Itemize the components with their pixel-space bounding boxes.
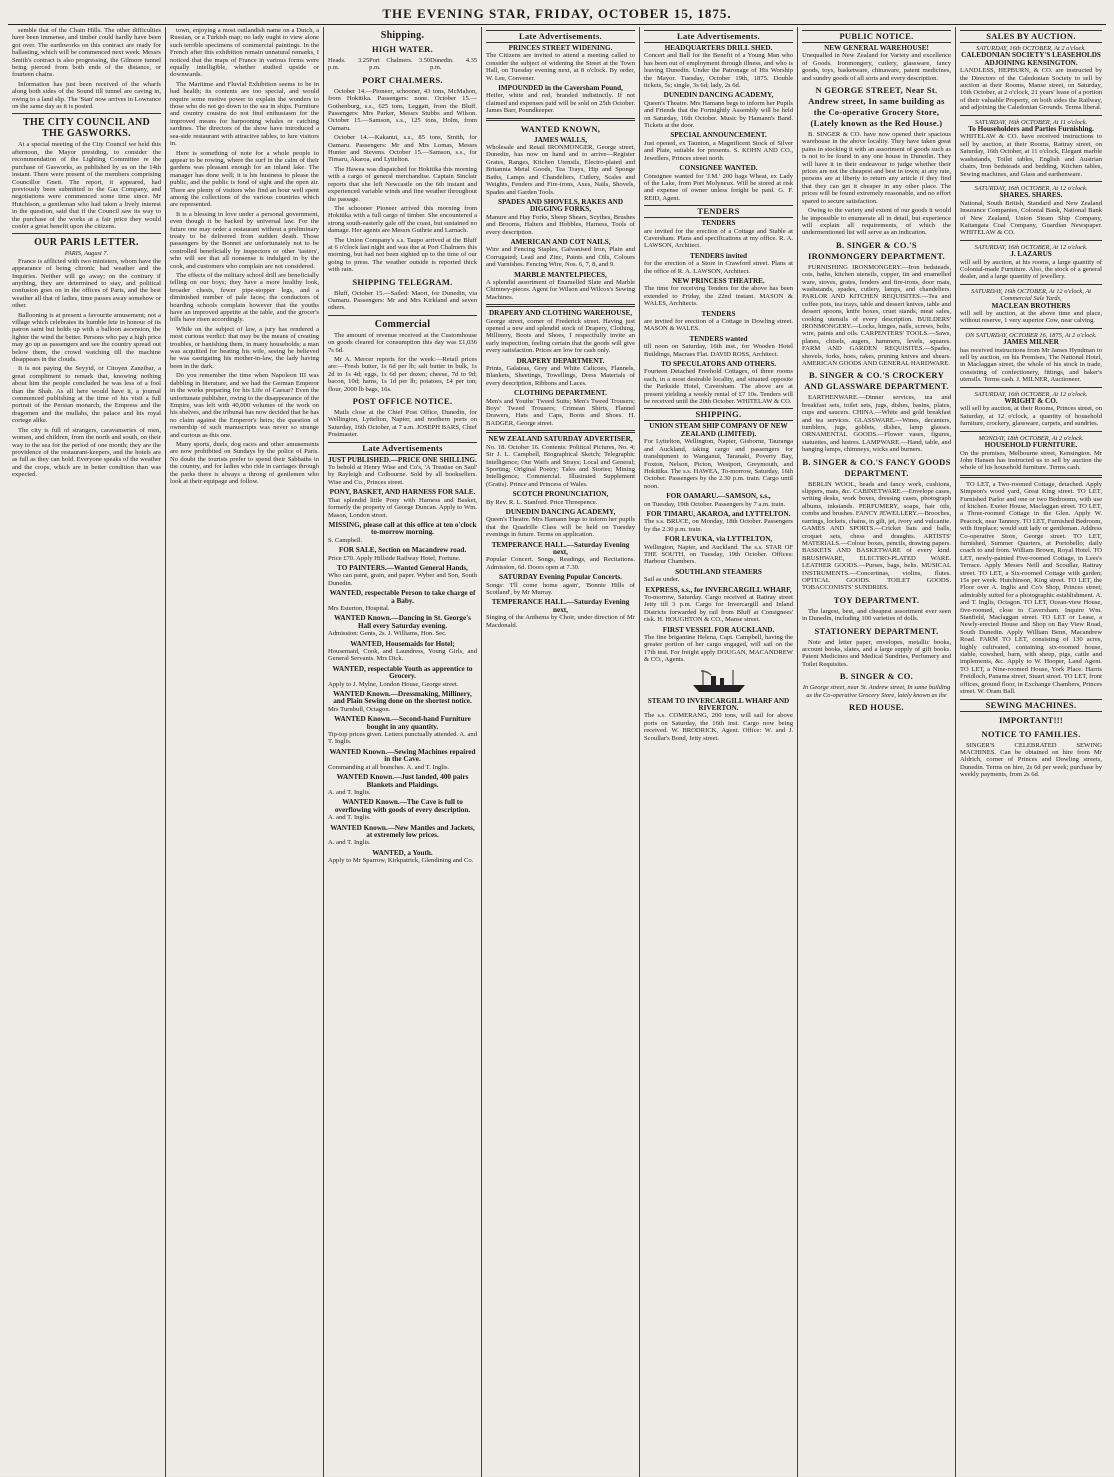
post-office-heading: POST OFFICE NOTICE. [352, 396, 453, 407]
article-paragraph: It is not paying the Seyyid, or Citoyen Zanzibar, a great compliment to remark that, knowing nothing about him the people concluded he was less of a fool than the Shah. As all here would have it, a journal commenced publishing at the time of his visit a full portrait of the Persian monarch, the Empress and the dragomen and the mullahs, the palace and his royal cortege alike. [12, 365, 161, 425]
article-heading: THE CITY COUNCIL AND THE GASWORKS. [22, 117, 151, 140]
classified-ad: NEW ZEALAND SATURDAY ADVERTISER, No. 18. October 16. Contents: Political Pictures, No. 4; Sir J. L. Campbell, Biographical Sketch; Telegraphic Intelligence; Our Waifs and Strays; Local and General; Sporting; Original Poetry; Tales and Stories; Mining Intelligence; Commercial. Illustrated Supplement (Gratis). Prince and Princess of Wales. [486, 435, 635, 488]
classified-ad: WANTED, respectable Person to take charge of a Baby. Mrs Esterton, Hospital. [328, 589, 476, 612]
classified-ad: CLOTHING DEPARTMENT. Men's and Youths' Tweed Suits; Men's Tweed Trousers; Boys' Tweed Trousers; Crimean Shirts, Flannel Drawers, Hats and Caps, Boots and Shoes. H. BADGER, George street. [486, 389, 635, 427]
classified-ad: AMERICAN AND COT NAILS, Wire and Fencing Staples, Galvanised Iron, Plain and Corrugated; Lead and Zinc, Paints and Oils, Colours and Varnishes. Fencing Wire, Nos. 6, 7, 8, and 9. [486, 237, 635, 269]
classified-ad: MISSING, please call at this office at ten o'clock to-morrow morning. S. Campbell. [328, 520, 477, 544]
sewing-important: IMPORTANT!!! [998, 714, 1064, 725]
steamship-icon [644, 667, 793, 695]
tide-table [328, 57, 477, 72]
auction-heading: SALES BY AUCTION. [960, 30, 1102, 43]
auction-date: SATURDAY, 16th OCTOBER, At 12 o'clock. [974, 243, 1088, 251]
department-list: FURNISHING IRONMONGERY.—Iron bedsteads, cots, baths, kitchen utensils, copper, tin and enamelled ware, stoves, grates, fenders and fire-irons, door mats, washstands, spades, cutlery, lamps, and chandeliers. PARLOR AND KITCHEN REQUISITES.—Tea and coffee pots, tea trays, table and dessert knives, table and dessert spoons, knife boxes, cruet stands, meat safes, cooking utensils of every description. BUILDERS' IRONMONGERY.—Locks, hinges, nails, screws, bolts, wire, paints and oils. CARPENTERS' TOOLS.—Saws, planes, chisels, augers, hammers, levels, squares. FARM AND GARDEN REQUISITES.—Spades, shovels, forks, hoes, rakes, pruning knives and shears. AMERICAN GOODS AND GENERAL HARDWARE. [802, 263, 951, 367]
classified-ad: PRINCES STREET WIDENING. The Citizens are invited to attend a meeting called to consider the subject of widening the Street at the Town Hall, on Tuesday evening next, at 8 o'clock. By order, W. Lee, Convener. [486, 44, 635, 82]
auction-date: SATURDAY, 16th OCTOBER, At 12 o'clock, At Commercial Sale Yards, [970, 287, 1091, 303]
divider [12, 233, 161, 234]
article-paragraph: Information has just been received of the wharfs along both sides of the Sound till tunnel are caving in, owing to a land slip. The 'Stan' now arrives in Lowrance on the same day as it is posted. [12, 80, 161, 111]
classified-ad: DUNEDIN DANCING ACADEMY, Queen's Theatre. Mrs Hamann begs to inform her Pupils and Friends that the Fortnightly Assembly will be held on Saturday, 16th October. Music by Hamann's Band. Tickets at the door. [644, 91, 793, 130]
classified-ad: WANTED Known.—Just landed, 400 pairs Blankets and Plaidings. A. and T. Inglis. [328, 773, 469, 796]
classified-ad: WANTED Known.—Second-hand Furniture bought in any quantity. Tip-top prices given. Letters punctually attended. A. and T. Inglis. [328, 715, 477, 746]
classified-ad: UNION STEAM SHIP COMPANY OF NEW ZEALAND (LIMITED). For Lyttelton, Wellington, Napier, Gisborne, Tauranga and Auckland, taking cargo and passengers for transhipment to Wanganui, Taranaki, Poverty Bay, Foxton, Nelson, Picton, Westport, Greymouth, and Hokitika. The s.s. HAWEA, To-morrow, Saturday, 16th October. Passengers by the 2.30 p.m. train. Cargo until noon. [644, 422, 793, 490]
article-paragraph: The Hawea was dispatched for Hokitika this morning with a cargo of general merchandise. Captain Sinclair reports that she left Newcastle on the 6th instant and experienced variable winds and fine weather throughout the passage. [328, 165, 477, 203]
telegram: Bluff, October 15.—Sailed: Maori, for Dunedin, via Oamaru. Passengers: Mr and Mrs Kirkland and seven others. [328, 289, 477, 312]
public-notice-heading: PUBLIC NOTICE. [802, 30, 951, 43]
column-4 [482, 27, 640, 1477]
auction-date: ON SATURDAY, OCTOBER 16, 1875, At 2 o'clock. [965, 331, 1097, 339]
port-heading: PORT CHALMERS. [362, 74, 443, 85]
tenders-heading: TENDERS [644, 205, 793, 218]
column-7 [956, 27, 1106, 1477]
tide-dunedin: Dunedin. 4.35 p.m. [430, 57, 478, 72]
divider [960, 475, 1102, 478]
dateline: PARIS, August 7. [64, 250, 109, 258]
classified-ad: IMPOUNDED in the Caversham Pound, Heifer, white and red, branded indistinctly. If not claimed and expenses paid will be sold on 25th October. James Barr, Poundkeeper. [486, 84, 635, 115]
auction-date: SATURDAY, 16th OCTOBER, At 2 o'clock. [976, 45, 1086, 52]
tide-heading: HIGH WATER. [371, 44, 434, 54]
divider [486, 430, 635, 433]
divider [960, 328, 1102, 329]
section-heading-commercial: Commercial [374, 318, 431, 330]
auction-ad: To Householders and Parties Furnishing. WHITELAW & CO. have received instructions to sell by auction, at their Rooms, Rattray street, on Saturday, 16th October, at 11 o'clock, Elegant marble washstands, Toilet tables, English and Austrian chairs, Iron bedsteads and bedding, Kitchen tables, Sewing machines, and Glass and earthenware. [960, 125, 1102, 178]
department-heading: B. SINGER & CO.'S FANCY GOODS DEPARTMENT. [802, 456, 951, 478]
shipping-heading: SHIPPING. [644, 408, 793, 421]
article-paragraph: The effects of the military school drill are beneficially telling on our boys; they have a more healthy look, broader chests, fewer pipe-stopper legs, and a diminished number of pale faces; the conductors of boarding schools complain however that the youths have an improved appetite at the table, and the grocer's bills have risen accordingly. [170, 272, 319, 324]
classified-ad: MARBLE MANTELPIECES, A splendid assortment of Enamelled Slate and Marble Chimney-pieces. Agent for Wilson and Wilcox's Sewing Machines. [486, 270, 635, 301]
auction-ad: CALEDONIAN SOCIETY'S LEASEHOLDS ADJOINING KENSINGTON. LANDLESS, HEPBURN, & CO. are instructed by the Directors of the Caledonian Society to sell by auction at their Rooms, Manse street, on Saturday, 16th October, at 2 o'clock, 21 years' lease of a portion of their valuable Property, on both sides the Railway, and adjoining the Caledonian Grounds. Terms liberal. [960, 51, 1102, 112]
classified-ad: TEMPERANCE HALL.—Saturday Evening next, Singing of the Anthems by Choir, under direction of Mr Macdonald. [486, 598, 635, 629]
department-list: BERLIN WOOL, beads and fancy work, cushions, slippers, mats, &c. CABINETWARE.—Envelope cases, writing desks, work boxes, dressing cases, photograph albums, inkstands. PERFUMERY, soaps, hair oils, combs and brushes. FANCY JEWELLERY.—Brooches, earrings, lockets, chains, in gilt, jet, ivory and vulcanite. GAMES AND SPORTS.—Cricket bats and balls, croquet sets, chess and draughts. ARTISTS' MATERIALS.—Colour boxes, pencils, drawing papers. BASKETS AND BASKETWARE of every kind. BRUSHWARE, ELECTRO-PLATED WARE. LEATHER GOODS.—Purses, bags, belts. MUSICAL INSTRUMENTS.—Concertinas, violins, flutes. OPTICAL GOODS. TOILET GOODS. TOBACCONISTS' SUNDRIES. [802, 480, 951, 592]
divider [960, 431, 1102, 432]
auction-ad: WRIGHT & CO. will sell by auction, at their Rooms, Princes street, on Saturday, at 12 o'clock, a quantity of household furniture, crockery, glassware, carpets, and sundries. [960, 397, 1102, 428]
wanted-known-heading: WANTED KNOWN, [520, 123, 601, 134]
telegram-heading: SHIPPING TELEGRAM. [352, 276, 453, 287]
divider [12, 113, 161, 114]
late-ads-heading: Late Advertisements [328, 442, 477, 455]
article-heading: OUR PARIS LETTER. [34, 237, 139, 249]
classified-ad: DUNEDIN DANCING ACADEMY, Queen's Theatre. Mrs Hamann begs to inform her pupils that the Quadrille Class will be held on Tuesday evenings in future. Terms on application. [486, 507, 635, 539]
warehouse-ad: NEW GENERAL WAREHOUSE! Unequalled in New Zealand for Variety and excellence of Goods. Ironmongery, cutlery, glassware, fancy goods, toys, basketware, chinaware, patent medicines, and sundry goods of all sorts and every description. [802, 44, 951, 82]
classified-ad: STEAM TO INVERCARGILL WHARF AND RIVERTON. The s.s. COMERANG, 200 tons, will sail for above ports on Saturday, the 16th inst. Cargo now being received. W. BRODRICK, Agent. Office: W. and J. Scoullar's Bond, Jetty street. [644, 696, 793, 742]
arrivals: October 14.—Pioneer, schooner, 43 tons, McMahon, from Hokitika. Passengers: none. October 15.—Gothenburg, s.s., 625 tons, Leggatt, from the Bluff. Passengers: Mrs Parker, Messrs Stubbs and Wilson. October 15.—Samson, s.s., 125 tons, Holm, from Oamaru. [328, 87, 477, 132]
classified-ad: FIRST VESSEL FOR AUCKLAND. The fine brigantine Helena, Capt. Campbell, having the greater portion of her cargo engaged, will sail on the 17th inst. For freight apply DOUGAN, MACANDREW & CO., Agents. [644, 625, 793, 664]
classified-ad: SPADES AND SHOVELS, RAKES AND DIGGING FORKS, Manure and Hay Forks, Sheep Shears, Scythes, Brushes and Brooms, Halters and Hobbles, Harness, Tools of every description. [486, 197, 635, 236]
classified-ad: WANTED, Housemaids for Hotel; Housemaid, Cook, and Laundress, Young Girls, and General Servants. Mrs Dick. [328, 639, 477, 663]
article-paragraph: At a special meeting of the City Council we held this afternoon, the Mayor presiding, to consider the recommendation of the Lighting Committee re the purchase of Gasworks, as published by us on the 14th instant. There were present of the members comprising Councillor Gnett. The report, it appeared, had previously been submitted to the Gas Company, and negotiations were commenced some time since. Mr Hutchison, a gentleman who had taken a lively interest in the question, said that if the Council saw its way to the purchase of the works at a fair price they would confer a great benefit upon the citizens. [12, 141, 161, 230]
column-2 [166, 27, 324, 1477]
classified-ad: SATURDAY Evening Popular Concerts. Songs: 'I'll come home again', 'Bonnie Hills of Scotland', by Mr Murray. [486, 573, 635, 596]
auction-date: SATURDAY, 16th OCTOBER, At 12 o'clock. [974, 184, 1088, 192]
classified-ad: TENDERS are invited for erection of a Cottage in Dowling street. MASON & WALES. [644, 309, 793, 333]
article-paragraph: France is afflicted with two ministers, whom have the appearance of being chronic had weather and the Inquiries. Neither will go away; on the contrary if anything, they are determined to stay, and political confusion goes on in the offices of Paris, and the best weather all that of ladies, time passes away somehow or other. [12, 257, 161, 310]
divider [486, 118, 635, 121]
classified-ad: SPECIAL ANNOUNCEMENT. Just opened, ex Taunton, a Magnificent Stock of Silver and Plate, suitable for presents. S. KOHN AND CO., Jewellers, Princes street north. [644, 131, 793, 162]
auction-date: SATURDAY, 16th OCTOBER, At 11 o'clock. [974, 118, 1088, 126]
divider [960, 240, 1102, 241]
department-list: The largest, best, and cheapest assortment ever seen in Dunedin, including 100 varieties of dolls. [802, 607, 951, 623]
classified-ad: WANTED Known.—The Cave is full to overflowing with goods of every description. A. and T. Inglis. [328, 798, 471, 822]
sewing-machines-heading: SEWING MACHINES. [960, 699, 1102, 712]
to-let-listings: TO LET, a Two-roomed Cottage, detached. Apply Simpson's wood yard, Great King street. TO LET, Furnished Parlor and one or two Bedrooms, with use of kitchen. Exeter House, Maclaggan street. TO LET, a Three-roomed Cottage in the Glen. Apply W. Peacock, near Tannery. TO LET, Furnished Bedroom, with fireplace; would suit lady or gentleman. Address Co-operative Store, George street. TO LET, furnished, Summer Quarters, at Portobello; daily coach to and from. William Brown, Royal Hotel. TO LET, newly-painted Five-roomed Cottage, in Lees's Terrace. Apply Messrs Neill and Scoullar, Rattray street. TO LET, a Six-roomed Cottage with garden; 15s per week. Hutchinson, King street. TO LET, the Floor over A. Inglis and Co's Shop, Princes street; admirably suited for a photographic establishment. A. and T. Inglis, Octagon. TO LET, Ocean-view House, five-roomed, close to Caversham. Inquire Wm. Stanfield, Maclaggan street. TO LET or Lease, a Newly-erected House and Shop on Bay View Road, South Dunedin. Apply William Benn, Macandrew Road. FARM TO LET, consisting of 130 acres, highly cultivated, containing six-roomed house, stable, cowshed, barn, with sheep, pigs, cattle and implements, &c. Apply to W. Hooper, Land Agent. TO LET, a Nine-roomed House, York Place. Harris Freidloch, Panama street, Stuart street. TO LET, front offices, ground floor, in Exchange Chambers, Princes street. W. Oram Ball. [960, 480, 1102, 696]
classified-ad: FOR SALE, Section on Macandrew road. Price £70. Apply Hillside Railway Hotel, Fortune. [328, 546, 467, 562]
article-paragraph: Here is something of note for a whole people to appear to be rowing, where the surf in the calm of their gardens was pleasant enough for an inland lake. The manager has done well; it is his business to please the public, and the public is fond of sight and the open air. There are plenty of visitors who find an hour well spent among the collections of the various countries which are represented. [170, 149, 319, 209]
classified-ad: FOR LEVUKA, via LYTTELTON, Wellington, Napier, and Auckland. The s.s. STAR OF THE SOUTH, on Tuesday, 19th October. Offices: Harbour Chambers. [644, 535, 793, 566]
signature-red-house: RED HOUSE. [849, 702, 904, 712]
classified-ad: TEMPERANCE HALL.—Saturday Evening next, Popular Concert. Songs, Readings, and Recitations. Admission, 6d. Doors open at 7.30. [486, 540, 635, 571]
sewing-machines-ad: SINGER'S CELEBRATED SEWING MACHINES. Can be obtained on hire from Mr Aldrich, corner of Princes and Dowling streets, Dunedin. Terms on hire, 2s 6d per week; purchase by weekly payments, from 2s 6d. [960, 741, 1102, 779]
article-paragraph: B. SINGER & CO. have now opened their spacious warehouse in the above locality. They have taken great pains in stocking it with an assortment of goods such as is not to be found in any one house in Dunedin. They will have it in their endeavour to judge whether their prices are not the cheapest and best in town; at any rate, persons are at liberty to return any article if they find that they can get it cheaper in any other place. The prices will be found extremely reasonable, and no effort spared to secure satisfaction. [802, 131, 951, 205]
classified-ad: NEW PRINCESS THEATRE. The time for receiving Tenders for the above has been extended to Friday, the 22nd instant. MASON & WALES, Architects. [644, 276, 793, 308]
auction-ad: J. LAZARUS will sell by auction, at his rooms, a large quantity of Colonial-made Furniture. Also, the stock of a general dealer, and a large quantity of jewellery. [960, 250, 1102, 281]
classified-ad: DRAPERY AND CLOTHING WAREHOUSE, George street, corner of Frederick street. Having just opened a new and splendid stock of Drapery, Clothing, Millinery, Boots and Shoes, I respectfully invite an early inspection, feeling certain that the goods will give every satisfaction. Prices are low for cash only. [486, 309, 635, 355]
article-paragraph: The Union Company's s.s. Taupo arrived at the Bluff at 6 o'clock last night and was due at Port Chalmers this morning, but had not been sighted up to the time of our going to press. The weather outside is reported thick with rain. [328, 236, 477, 274]
classified-ad: SCOTCH PRONUNCIATION, By Rev. R. L. Stanford. Price Threepence. [486, 490, 609, 506]
column-6 [798, 27, 956, 1477]
late-ads-heading: Late Advertisements. [486, 30, 635, 43]
column-1 [8, 27, 166, 1477]
tide-heads: Heads. 3.25 p.m. [328, 57, 370, 72]
article-paragraph: The schooner Pioneer arrived this morning from Hokitika with a full cargo of timber. She encountered a strong south-easterly gale off the coast, but sustained no damage. Her agents are Messrs Guthrie and Larnach. [328, 204, 477, 235]
classified-ad: WANTED, a Youth. Apply to Mr Sparrow, Kirkpatrick, Glendining and Co. [328, 848, 474, 865]
article-paragraph: Owing to the variety and extent of our goods it would be impossible to enumerate all in detail, but experience will explain all requirements, of which the undermentioned list will serve as an indication. [802, 207, 951, 237]
article-paragraph: Mr A. Mercer reports for the week:—Retail prices are:—Fresh butter, 1s 6d per lb; salt butter in bulk, 1s 2d to 1s 4d; eggs, 1s 6d per dozen; cheese, 7d to 9d; bacon, 10d; hams, 1s 1d per lb; potatoes, £4 per ton; flour, 2000 lb bags, 16s. [328, 356, 477, 393]
auction-ad: JAMES MILNER has received instructions from Mr James Hyndman to sell by auction, on his Premises, The National Hotel, in Maclaggan street, the whole of his stock in trade, consisting of confectionery, fittings, and baker's utensils. Terms cash. J. MILNER, Auctioneer. [960, 338, 1102, 384]
article-paragraph: The Maritime and Fluvial Exhibition seems to be in bad health; its contents are too special, and would require some motive power to explain the wonders to those who do not go down to the sea in ships. Furniture and country cousins do not find enthusiasm for the improved means for harpooning whales or catching sardines. The directors of the show have introduced a sea-side restaurant with attractive tables, to lure visitors in. [170, 80, 319, 148]
divider [328, 315, 477, 316]
department-heading: STATIONERY DEPARTMENT. [814, 625, 939, 636]
divider [960, 387, 1102, 388]
article-paragraph: The city is full of strangers, caravanseries of men, women, and children, from the north and south, on their way to the sea for the period of one month; they are the providence of the restaurant-keepers, and the hotels are as full as they can hold. Everyone speaks of the weather and the crops, which are in better condition than was expected. [12, 426, 161, 479]
departures: October 14.—Kakanui, s.s., 85 tons, Smith, for Oamaru. Passengers: Mr and Mrs Lomas, Messrs Hunter and Stevens. October 15.—Samson, s.s., for Timaru, Akaroa, and Lyttelton. [328, 134, 477, 164]
classified-ad: WANTED Known.—Sewing Machines repaired in the Cave. Commanding at all branches. A. and T. Inglis. [328, 747, 476, 771]
classified-ad: FOR OAMARU.—SAMSON, s.s., on Tuesday, 19th October. Passengers by 7 a.m. train. [644, 492, 786, 508]
auction-date: MONDAY, 18th OCTOBER, At 2 o'clock. [978, 434, 1084, 442]
auction-ad: MACLEAN BROTHERS will sell by auction, at the above time and place, without reserve, 1 very superior Cow, near calving. [960, 301, 1102, 325]
tide-port: Port Chalmers. 3.50 p.m. [369, 57, 431, 72]
classified-ad: PONY, BASKET, AND HARNESS FOR SALE. That splendid little Pony with Harness and Basket, formerly the property of George Duncan. Apply to Wm. Mason, London street. [328, 488, 477, 519]
auction-ad: HOUSEHOLD FURNITURE. On the premises, Melbourne street, Kensington. Mr John Hansen has instructed us to sell by auction the whole of his household furniture. Terms cash. [960, 441, 1102, 472]
classified-ad: FOR TIMARU, AKAROA, and LYTTELTON. The s.s. BRUCE, on Monday, 18th October. Passengers by the 2.30 p.m. train. [644, 509, 793, 533]
classified-ad: TENDERS wanted till noon on Saturday, 16th inst., for Wooden Hotel Buildings, Macraes Flat. DAVID ROSS, Architect. [644, 334, 793, 358]
auction-ad: SHARES. SHARES. National, South British, Standard and New Zealand Insurance Companies, Colonial Bank, National Bank of New Zealand, Union Steam Ship Company, Kaitangata Coal Company, Guardian Newspaper. WHITELAW & CO. [960, 191, 1102, 237]
classified-ad: HEADQUARTERS DRILL SHED. Concert and Ball for the Benefit of a Young Man who has been out of employment through illness, and who is leaving Dunedin. Under the Patronage of His Worship the Mayor. Tuesday, October 19th, 1875. Double tickets, 5s; single, 3s 6d; lady, 2s 6d. [644, 44, 793, 90]
auction-date: SATURDAY, 16th OCTOBER, At 12 o'clock. [974, 390, 1088, 398]
department-list: EARTHENWARE.—Dinner services, tea and breakfast sets, toilet sets, jugs, dishes, basins, plates, cups and saucers. CHINA.—White and gold breakfast and tea services. GLASSWARE.—Wines, decanters, tumblers, jugs, goblets, dishes, lamp glasses. ORNAMENTAL GOODS.—Flower vases, figures, statuettes, and lustres. LAMPWARE.—Hand, table, and hanging lamps, chimneys, wicks and burners. [802, 394, 951, 454]
department-heading: B. SINGER & CO.'S IRONMONGERY DEPARTMENT. [808, 239, 945, 261]
classified-ad: DRAPERY DEPARTMENT. Prints, Galateas, Grey and White Calicoes, Flannels, Blankets, Sheetings, Towellings, Dress Materials of every description, Ribbons and Laces. [486, 356, 635, 387]
article-paragraph: It is a blessing in love under a personal government, even though it be backed by universal law. For the future one may order a restaurant without a preliminary treaty to be delivered from sudden death. Those passengers by the Bonnet are unfortunately not to be controlled beneficially by inspectors or other 'tasters', who will see that all nonsense is indulged in by the cook, and customers who complain are not considered. [170, 210, 319, 270]
classified-ad: JUST PUBLISHED.—PRICE ONE SHILLING. To behold at Henry Wise and Co's, 'A Treatise on Saul' by Rayleigh and Colbourne. Sold by all booksellers. Wise and Co., Princes street. [328, 455, 477, 486]
article-paragraph: Many sports, duels, dog races and other amusements are now prohibited on Sundays by the police of Paris. No doubt the tourists prefer to spend their Sabbaths in the country, and for ladies who ride in carriages through the parks there is always a throng of gentlemen who look at their equipage and follow. [170, 440, 319, 485]
classified-ad: EXPRESS, s.s., for INVERCARGILL WHARF, To-morrow, Saturday. Cargo received at Rattray street Jetty till 3 p.m. Cargo for Invercargill and Inland Districts forwarded by rail from Bluff at Consignees' risk. H. HOUGHTON & CO., Manse street. [644, 585, 793, 624]
classified-ad: WANTED, respectable Youth as apprentice to Grocery. Apply to J. Mylne, London House, George street. [328, 664, 473, 688]
department-list: Note and letter paper, envelopes, metallic books, account books, slates, and a large supply of gift books. Patent Medicines and Medical Sundries, Perfumery and Toilet Requisites. [802, 638, 951, 668]
classified-ad: TENDERS are invited for the erection of a Cottage and Stable at Caversham. Plans and specifications at my office. R. A. LAWSON, Architect. [644, 219, 793, 250]
classified-ad: WANTED Known.—Dancing in St. George's Hall every Saturday evening. Admission: Gents, 2s. J. Williams, Hon. Sec. [328, 614, 471, 638]
divider [960, 181, 1102, 182]
divider [486, 304, 635, 307]
classified-ad: TENDERS invited for the erection of a Store in Crawford street. Plans at the office of R. A. LAWSON, Architect. [644, 251, 793, 275]
column-3 [324, 27, 482, 1477]
article-paragraph: semble that of the Chain Hills. The other difficulties have been immense, and timber could hardly have been got over. The earthworks on this contract are ready for ballasting, which will be commenced next week. Messrs Smith's contract is also progressing, the Gilmore tunnel being pierced from both ends of the distance, or fourteen chains. [12, 27, 161, 79]
classified-ad: SOUTHLAND STEAMERS Sail as under. [644, 567, 762, 584]
section-heading-shipping: Shipping. [380, 30, 425, 41]
late-ads-heading: Late Advertisements. [644, 30, 793, 43]
signature-address: In George street, near St. Andrew street, In same building as the Co-operative Grocery Store, lately known as the [802, 684, 951, 699]
sewing-notice: NOTICE TO FAMILIES. [981, 728, 1081, 739]
article-paragraph: Do you remember the time when Napoleon III was dabbling in literature, and we had the German Emperor in the works preparing for his Life of Caesar? Even the unfortunate publisher, owing to the disappearance of the Empire, was left with 40,000 volumes of the work on his shelves, and the tribunal has now decided that he has no claim against the Emperor's heirs; the question of ownership of such manuscripts was never so strange and curious as this one. [170, 372, 319, 439]
columns [8, 27, 1106, 1477]
classified-ad: CONSIGNEE WANTED. Consignee wanted for 'J.M.' 200 bags Wheat, ex Lady of the Lake, from Port Molyneux. Will be stored at risk and expense of owner unless freight be paid. G. F. REID, Agent. [644, 164, 793, 202]
article-paragraph: town, enjoying a most outlandish name on a Dutch, a Russian, or a Turkish map; no lady ought to view alone such terrible specimens of commercial paintings. In the French after this exhibition remain unnatural remarks, I noticed that the maps of France in various forms were equally intelligible, whether studied upside or downwards. [170, 27, 319, 79]
classified-ad: TO SPECULATORS AND OTHERS. Fourteen Detached Freehold Cottages, of three rooms each, in a most desirable locality, and situated opposite the Parkside Hotel, Caversham. The above are at present yielding a weekly rental of £7 10s. Tenders will be received until the 20th October. WHITELAW & CO. [644, 360, 793, 406]
column-5 [640, 27, 798, 1477]
classified-ad: JAMES WALLS, Wholesale and Retail IRONMONGER, George street, Dunedin, has now on hand and to arrive—Register Grates, Ranges, Kitchen Utensils, Electro-plated and Britannia Metal Goods, Tea Trays, Hip and Sponge Baths, Lamps and Chandeliers, Cutlery, Scales and Weights, Fenders and Fire-irons, Axes, Nails, Shovels, Spades and Garden Tools. [486, 135, 635, 196]
article-paragraph: Ballooning is at present a favourite amusement; not a village which celebrates its humble fete in honour of its patron saint but holds up with a balloon ascension, the lighter the wind the better. Persons who pay a high price may go up as passengers and see the country spread out below them, the crowd watching till the machine disappears in the clouds. [12, 311, 161, 364]
warehouse-address: N GEORGE STREET, Near St. Andrew street, In same building as the Co-operative Grocery Store, (Lately known as the Red House.) [808, 85, 945, 129]
classified-ad: TO PAINTERS.—Wanted General Hands, Who can paint, grain, and paper. Wyber and Son, South Dunedin. [328, 563, 477, 587]
post-office-notice: Mails close at the Chief Post Office, Dunedin, for Wellington, Lyttelton, Napier, and northern ports on Saturday, 16th October, at 7 a.m. JOSEPH BARS, Chief Postmaster. [328, 409, 477, 439]
department-heading: TOY DEPARTMENT. [833, 594, 920, 605]
masthead: THE EVENING STAR, FRIDAY, OCTOBER 15, 1875. [8, 6, 1106, 25]
classified-ad: WANTED Known.—Dressmaking, Millinery, and Plain Sewing done on the shortest notice. Mrs Turnbull, Octagon. [328, 690, 472, 713]
article-paragraph: While on the subject of law, a jury has rendered a most curious verdict: that may be the means of creating troubles, or banishing them, in many households; a man was acquitted for beating his wife, seeing he believed he was castigating his mother-in-law, the lady having been in the dark. [170, 325, 319, 370]
signature: B. SINGER & CO. [839, 671, 914, 682]
divider [960, 115, 1102, 116]
department-heading: B. SINGER & CO.'S CROCKERY AND GLASSWARE DEPARTMENT. [804, 370, 949, 392]
classified-ad: WANTED Known.—New Mantles and Jackets, at extremely low prices. A. and T. Inglis. [328, 823, 475, 847]
divider [960, 284, 1102, 285]
article-paragraph: The amount of revenue received at the Customhouse on goods cleared for consumption this day was £1,036 7s 6d. [328, 331, 477, 354]
